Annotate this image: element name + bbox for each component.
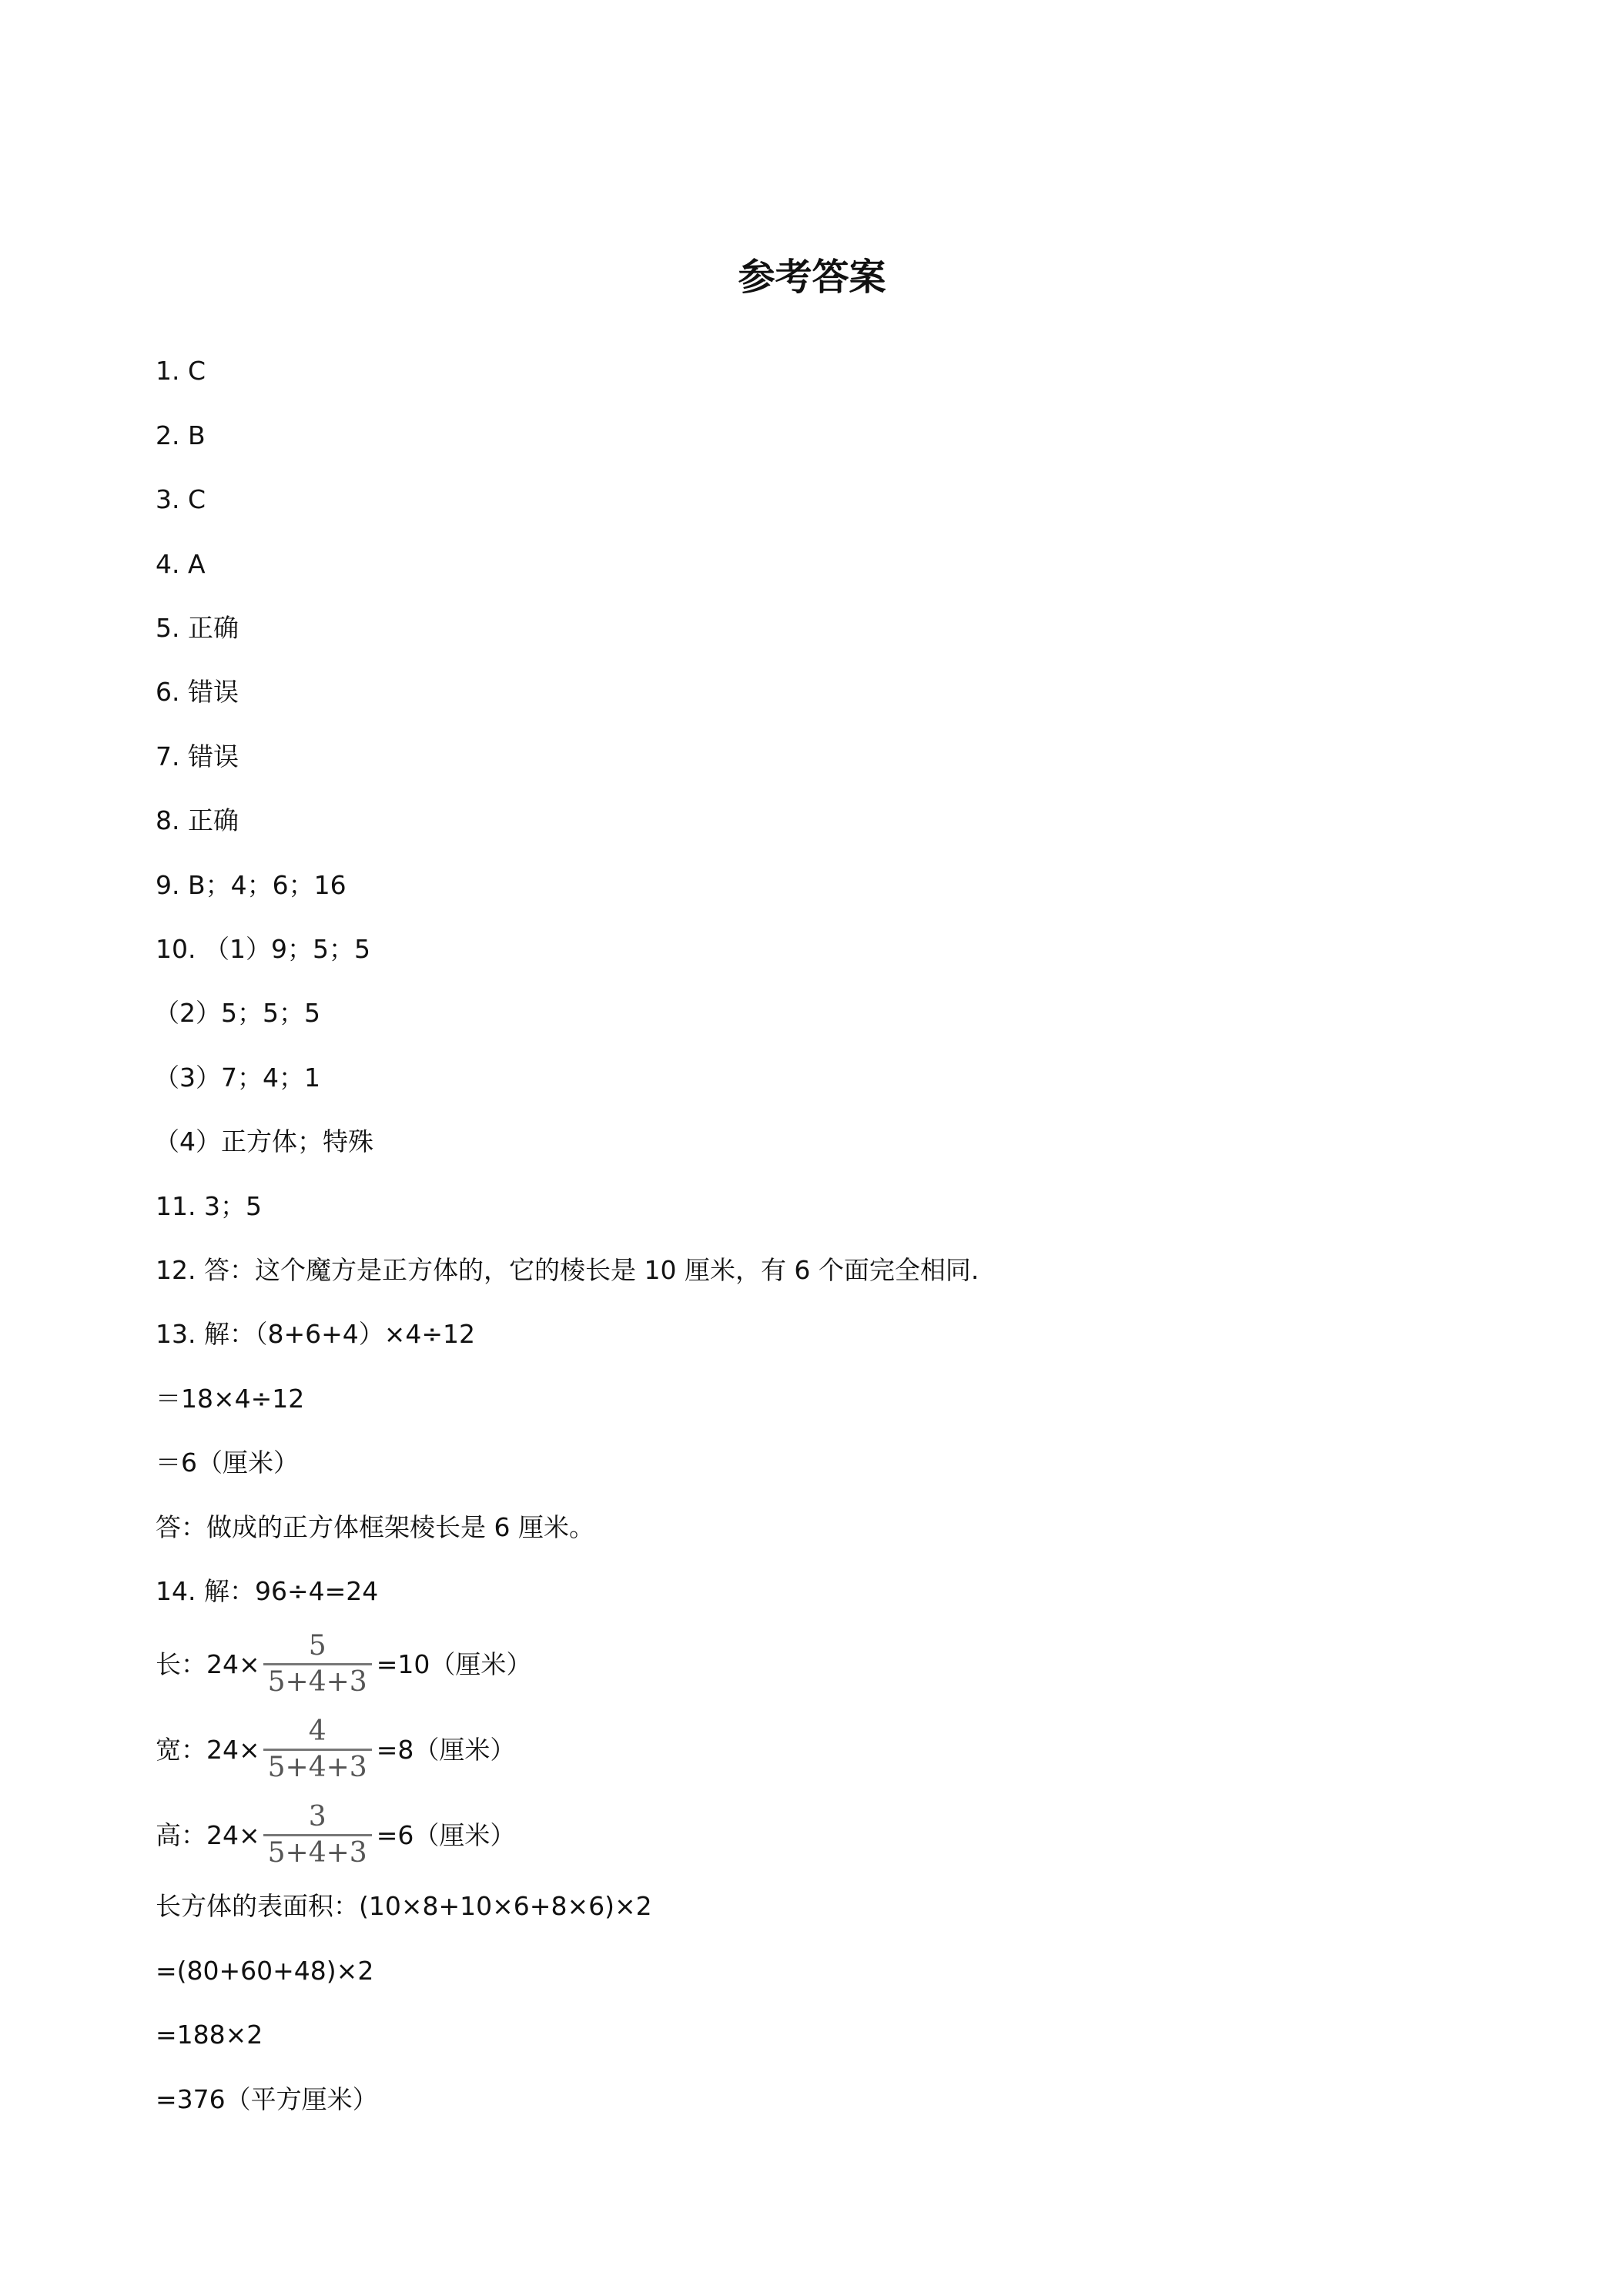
answer-10-part-1: 10. （1）9；5；5	[156, 934, 370, 964]
height-prefix: 高：24×	[156, 1819, 260, 1850]
fraction-bar	[263, 1663, 372, 1665]
answer-6: 6. 错误	[156, 677, 239, 707]
answer-8: 8. 正确	[156, 805, 239, 835]
fraction-denominator: 5+4+3	[267, 1752, 367, 1783]
answer-10-part-4: （4）正方体；特殊	[154, 1126, 373, 1156]
fraction-numerator: 5	[308, 1630, 326, 1662]
page-title: 参考答案	[738, 256, 886, 299]
width-fraction	[263, 1716, 372, 1783]
answer-14-height	[156, 1802, 515, 1869]
answer-14-line-1: 14. 解：96÷4=24	[156, 1576, 379, 1606]
answer-5: 5. 正确	[156, 613, 239, 643]
answer-1: 1. C	[156, 356, 206, 386]
fraction-bar	[263, 1749, 372, 1751]
answer-7: 7. 错误	[156, 741, 239, 771]
answer-13-line-2: ＝18×4÷12	[156, 1384, 305, 1414]
fraction-numerator: 3	[308, 1801, 326, 1832]
answer-2: 2. B	[156, 420, 206, 450]
width-prefix: 宽：24×	[156, 1734, 260, 1765]
width-result: =8（厘米）	[376, 1734, 516, 1765]
length-fraction	[263, 1631, 372, 1698]
height-result: =6（厘米）	[376, 1819, 516, 1850]
answer-10-part-2: （2）5；5；5	[154, 998, 320, 1028]
answer-13-line-3: ＝6（厘米）	[156, 1448, 299, 1478]
answer-14-width	[156, 1716, 515, 1783]
answer-13-line-1: 13. 解：（8+6+4）×4÷12	[156, 1319, 476, 1349]
answer-13-conclusion: 答：做成的正方体框架棱长是 6 厘米。	[156, 1512, 594, 1542]
fraction-denominator: 5+4+3	[267, 1666, 367, 1698]
fraction-numerator: 4	[308, 1715, 326, 1747]
length-prefix: 长：24×	[156, 1648, 260, 1679]
length-result: =10（厘米）	[376, 1648, 532, 1679]
answer-4: 4. A	[156, 549, 206, 579]
surface-area-result: =376（平方厘米）	[156, 2084, 378, 2114]
answer-11: 11. 3；5	[156, 1191, 262, 1221]
surface-area-line-2: =(80+60+48)×2	[156, 1956, 374, 1986]
answer-9: 9. B；4；6；16	[156, 870, 347, 900]
answer-14-length	[156, 1631, 531, 1698]
fraction-bar	[263, 1834, 372, 1836]
answer-12: 12. 答：这个魔方是正方体的，它的棱长是 10 厘米，有 6 个面完全相同.	[156, 1255, 979, 1285]
height-fraction	[263, 1802, 372, 1869]
surface-area-line-3: =188×2	[156, 2020, 263, 2050]
answer-3: 3. C	[156, 484, 206, 514]
fraction-denominator: 5+4+3	[267, 1837, 367, 1869]
surface-area-line-1: 长方体的表面积：(10×8+10×6+8×6)×2	[156, 1891, 652, 1921]
answer-10-part-3: （3）7；4；1	[154, 1063, 320, 1093]
